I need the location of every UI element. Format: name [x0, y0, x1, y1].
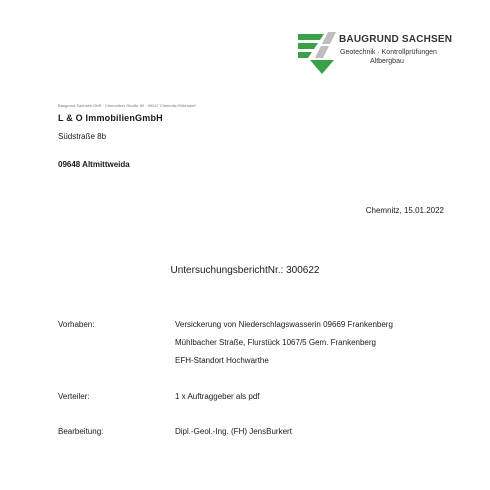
logo-tagline-2: Altbergbau — [370, 58, 404, 65]
verteiler-value: 1 x Auftraggeber als pdf — [175, 392, 260, 401]
logo-company-name: BAUGRUND SACHSEN — [339, 34, 453, 45]
logo-tagline-1: Geotechnik · Kontrollprüfungen — [340, 49, 437, 56]
report-title: UntersuchungsberichtNr.: 300622 — [170, 265, 320, 276]
vorhaben-label: Vorhaben: — [58, 320, 95, 329]
recipient-name: L & O ImmobilienGmbH — [58, 113, 163, 123]
vorhaben-line-1: Versickerung von Niederschlagswasserin 09669 Frankenberg — [175, 320, 393, 329]
vorhaben-line-2: Mühlbacher Straße, Flurstück 1067/5 Gem. Frankenberg — [175, 338, 376, 347]
sender-address-line: Baugrund Sachsen GbR · Chemnitzer Straße 80 · 09247 Chemnitz-Röhrsdorf — [58, 103, 196, 108]
logo-emblem-icon — [294, 30, 338, 76]
company-logo — [294, 30, 454, 80]
verteiler-label: Verteiler: — [58, 392, 90, 401]
recipient-street: Südstraße 8b — [58, 132, 107, 141]
bearbeitung-value: Dipl.-Geol.-Ing. (FH) JensBurkert — [175, 427, 292, 436]
vorhaben-line-3: EFH-Standort Hochwarthe — [175, 356, 269, 365]
bearbeitung-label: Bearbeitung: — [58, 427, 104, 436]
letter-date: Chemnitz, 15.01.2022 — [365, 206, 444, 215]
recipient-city: 09648 Altmittweida — [58, 160, 130, 169]
